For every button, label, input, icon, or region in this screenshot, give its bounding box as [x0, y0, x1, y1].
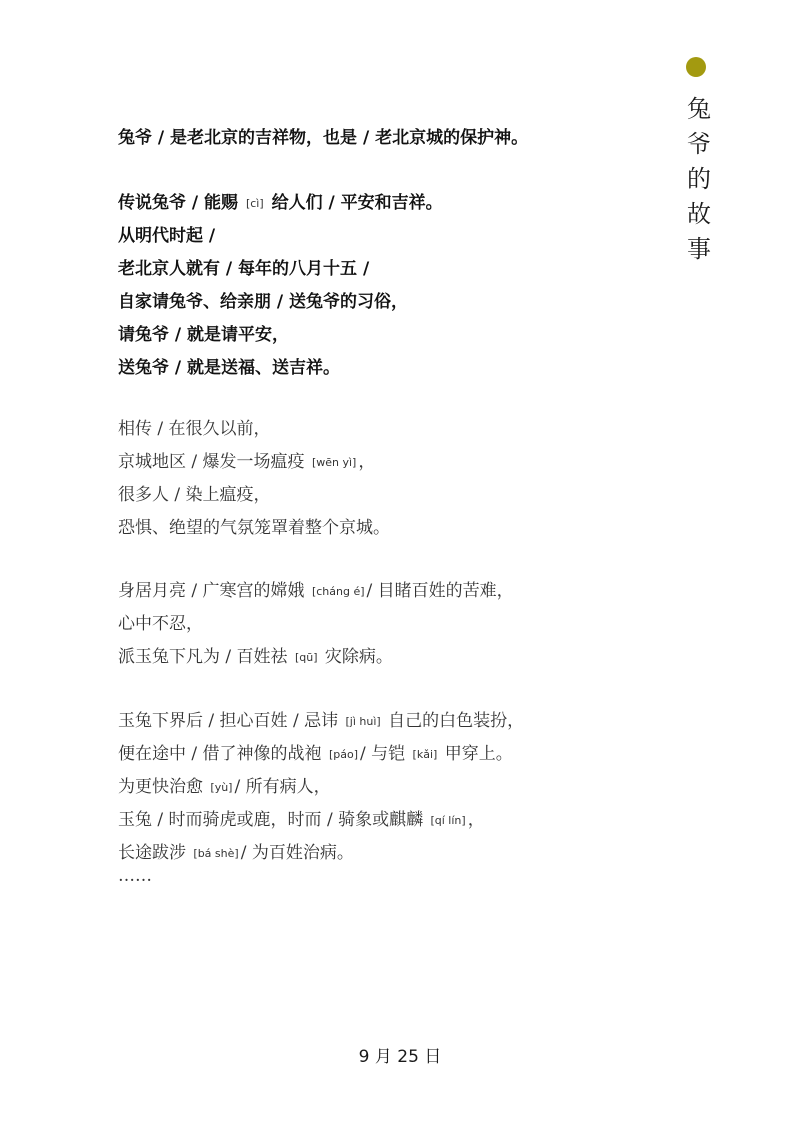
line-text: / 目睹百姓的苦难， — [366, 581, 514, 601]
line-text: 传说兔爷 / 能赐 — [118, 193, 244, 213]
line-text: 派玉兔下凡为 / 百姓祛 — [118, 647, 293, 667]
story-line — [118, 353, 340, 378]
story-line — [118, 254, 369, 279]
story-line — [118, 221, 215, 246]
line-text: …… — [118, 866, 152, 886]
pinyin-annotation: [cháng é] — [311, 585, 365, 598]
story-line — [118, 609, 203, 634]
line-text: 灾除病。 — [319, 647, 393, 667]
pinyin-annotation: [cì] — [245, 197, 264, 210]
story-line — [118, 866, 152, 886]
story-line — [118, 513, 390, 538]
story-line — [118, 287, 408, 312]
pinyin-annotation: [jì huì] — [345, 715, 381, 728]
story-line — [118, 414, 271, 439]
story-line — [118, 320, 289, 345]
story-line — [118, 576, 514, 601]
line-text: 心中不忍， — [118, 614, 203, 634]
line-text: ， — [358, 452, 376, 472]
story-line — [118, 706, 524, 731]
line-text: / 为百姓治病。 — [240, 843, 354, 863]
line-text: 便在途中 / 借了神像的战袍 — [118, 744, 327, 764]
title-char: 事 — [687, 235, 711, 263]
line-text: 老北京人就有 / 每年的八月十五 / — [118, 259, 370, 279]
line-text: 为更快治愈 — [118, 777, 209, 797]
story-line — [118, 188, 443, 213]
pinyin-annotation: [qū] — [294, 651, 318, 664]
story-line — [118, 123, 528, 148]
line-text: 很多人 / 染上瘟疫， — [118, 485, 271, 505]
title-char: 的 — [687, 165, 711, 193]
story-line — [118, 838, 354, 863]
line-text: 甲穿上。 — [439, 744, 513, 764]
line-text: 自己的白色装扮， — [382, 711, 525, 731]
story-line — [118, 480, 271, 505]
line-text: / 所有病人， — [234, 777, 331, 797]
story-line — [118, 447, 375, 472]
story-line — [118, 772, 331, 797]
line-text: / 与铠 — [360, 744, 411, 764]
line-text: 相传 / 在很久以前， — [118, 419, 271, 439]
pinyin-annotation: [páo] — [328, 748, 358, 761]
line-text: 玉兔 / 时而骑虎或鹿，时而 / 骑象或麒麟 — [118, 810, 429, 830]
line-text: 长途跋涉 — [118, 843, 192, 863]
line-text: 给人们 / 平安和吉祥。 — [265, 193, 443, 213]
line-text: 请兔爷 / 就是请平安， — [118, 325, 290, 345]
footer-date: 9 月 25 日 — [358, 1047, 442, 1067]
story-line — [118, 805, 485, 830]
title-char: 故 — [687, 200, 711, 228]
pinyin-annotation: [kǎi] — [412, 748, 438, 761]
line-text: 身居月亮 / 广寒宫的嫦娥 — [118, 581, 310, 601]
line-text: 从明代时起 / — [118, 226, 216, 246]
line-text: 京城地区 / 爆发一场瘟疫 — [118, 452, 310, 472]
story-line — [118, 642, 393, 667]
pinyin-annotation: [bá shè] — [193, 847, 239, 860]
line-text: 玉兔下界后 / 担心百姓 / 忌讳 — [118, 711, 344, 731]
title-char: 兔 — [687, 95, 711, 123]
line-text: 恐惧、绝望的气氛笼罩着整个京城。 — [118, 518, 390, 538]
title-char: 爷 — [687, 130, 711, 158]
pinyin-annotation: [wēn yì] — [311, 456, 357, 469]
line-text: 兔爷 / 是老北京的吉祥物，也是 / 老北京城的保护神。 — [118, 128, 529, 148]
line-text: ， — [467, 810, 485, 830]
story-line — [118, 739, 513, 764]
line-text: 自家请兔爷、给亲朋 / 送兔爷的习俗， — [118, 292, 409, 312]
pinyin-annotation: [qí lín] — [430, 814, 466, 827]
pinyin-annotation: [yù] — [210, 781, 233, 794]
accent-dot — [686, 57, 706, 77]
line-text: 送兔爷 / 就是送福、送吉祥。 — [118, 358, 341, 378]
vertical-title — [685, 92, 713, 267]
